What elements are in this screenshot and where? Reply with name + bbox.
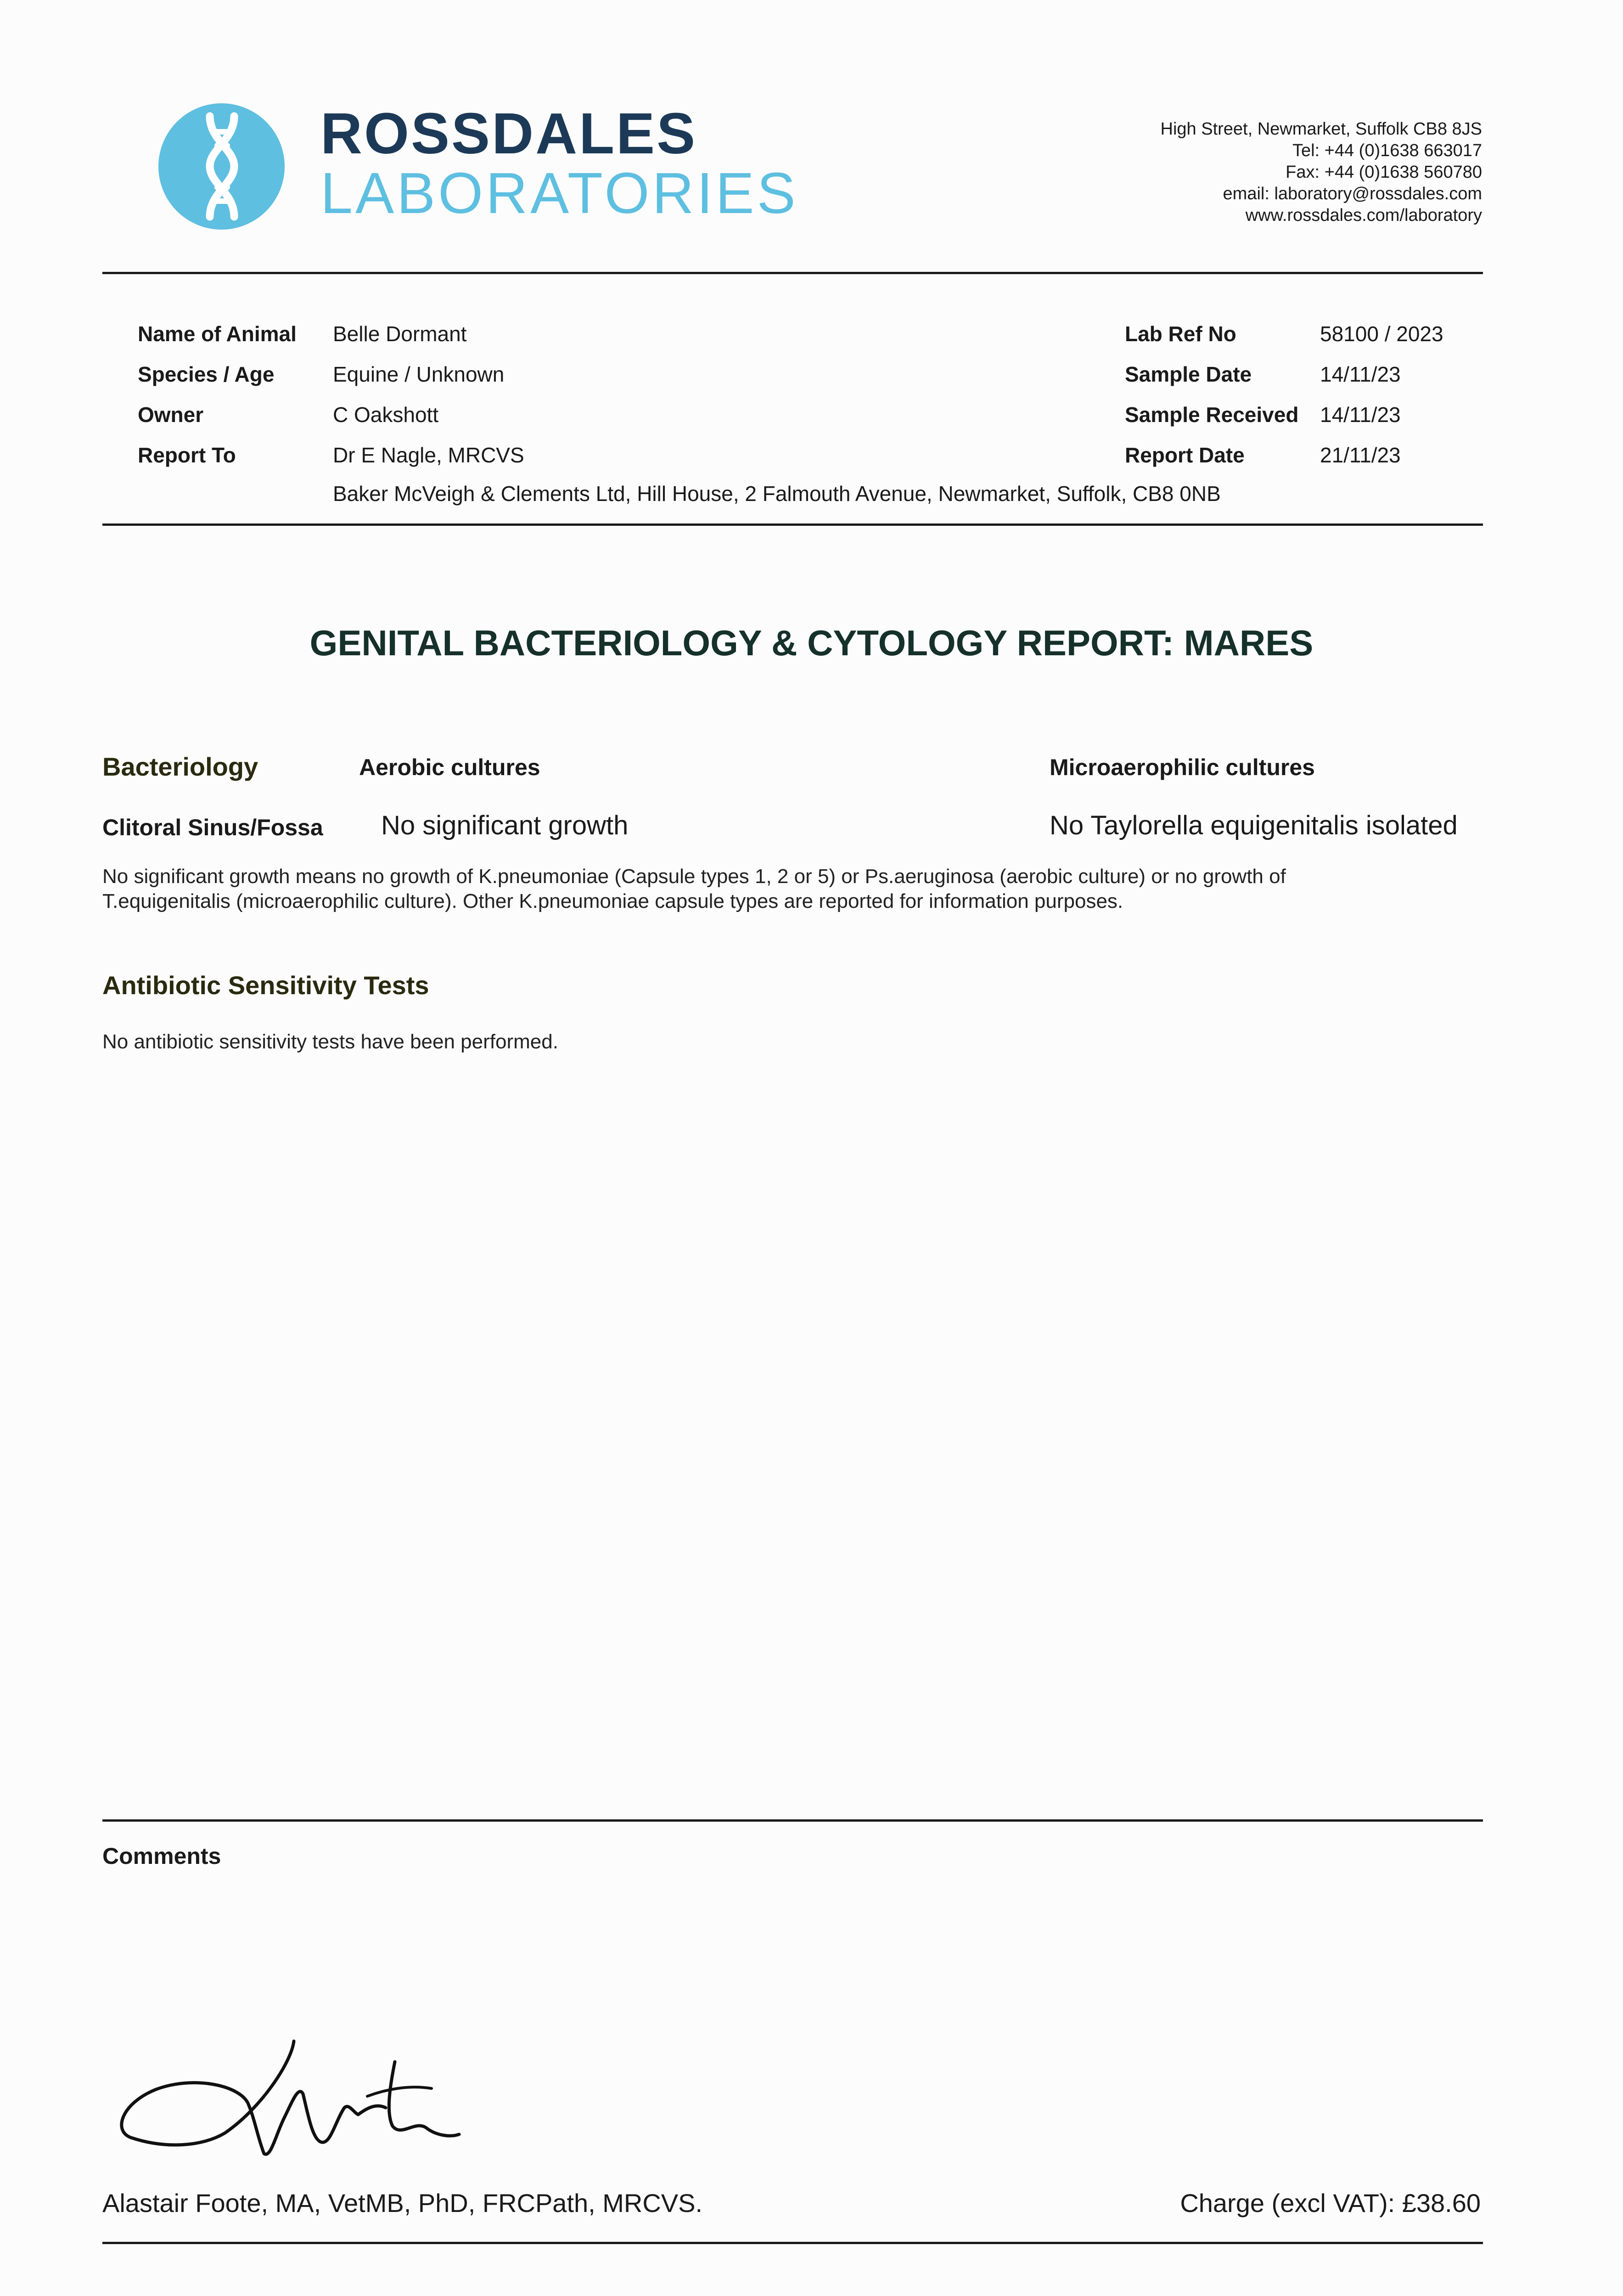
brand-name-line1: ROSSDALES <box>320 101 697 166</box>
details-divider <box>102 523 1483 526</box>
report-to-address: Baker McVeigh & Clements Ltd, Hill House, 2 Falmouth Avenue, Newmarket, Suffolk, CB8 0NB <box>333 482 1221 506</box>
bacteriology-note-line1: No significant growth means no growth of K.pneumoniae (Capsule types 1, 2 or 5) or Ps.aeruginosa (aerobic culture) or no growth of <box>102 865 1286 888</box>
lab-ref-label: Lab Ref No <box>1125 322 1236 346</box>
report-date-value: 21/11/23 <box>1320 443 1401 467</box>
microaerophilic-heading: Microaerophilic cultures <box>1050 754 1315 780</box>
charge-amount: Charge (excl VAT): £38.60 <box>1180 2189 1481 2217</box>
lab-ref-value: 58100 / 2023 <box>1320 322 1443 346</box>
microaerophilic-result: No Taylorella equigenitalis isolated <box>1050 810 1458 840</box>
bacteriology-note <box>102 864 1480 914</box>
sample-date-value: 14/11/23 <box>1320 362 1401 386</box>
sample-date-label: Sample Date <box>1125 362 1252 386</box>
antibiotic-text: No antibiotic sensitivity tests have been performed. <box>102 1030 558 1053</box>
aerobic-heading: Aerobic cultures <box>359 754 540 780</box>
signature-image <box>110 2034 468 2163</box>
signatory-name: Alastair Foote, MA, VetMB, PhD, FRCPath, MRCVS. <box>102 2189 703 2217</box>
report-date-label: Report Date <box>1125 443 1245 467</box>
comments-heading: Comments <box>102 1843 221 1869</box>
comments-divider <box>102 1819 1483 1822</box>
contact-address: High Street, Newmarket, Suffolk CB8 8JS <box>1160 119 1482 139</box>
report-to-label: Report To <box>138 443 236 467</box>
contact-tel: Tel: +44 (0)1638 663017 <box>1292 141 1482 160</box>
contact-fax: Fax: +44 (0)1638 560780 <box>1286 163 1482 182</box>
bacteriology-heading: Bacteriology <box>102 752 258 781</box>
name-label: Name of Animal <box>138 322 297 346</box>
report-to-value: Dr E Nagle, MRCVS <box>333 443 524 467</box>
contact-web: www.rossdales.com/laboratory <box>1245 206 1482 225</box>
name-value: Belle Dormant <box>333 322 467 346</box>
owner-value: C Oakshott <box>333 403 439 427</box>
header-divider <box>102 272 1483 274</box>
dna-helix-icon <box>158 103 285 230</box>
contact-block <box>1069 118 1482 226</box>
contact-email: email: laboratory@rossdales.com <box>1223 184 1482 203</box>
owner-label: Owner <box>138 403 204 427</box>
report-title: GENITAL BACTERIOLOGY & CYTOLOGY REPORT: MARES <box>309 623 1314 663</box>
species-value: Equine / Unknown <box>333 362 505 386</box>
species-label: Species / Age <box>138 362 275 386</box>
antibiotic-heading: Antibiotic Sensitivity Tests <box>102 971 429 1000</box>
footer-divider <box>102 2242 1483 2244</box>
aerobic-result: No significant growth <box>381 810 629 840</box>
brand-name-line2: LABORATORIES <box>320 161 798 225</box>
sample-received-label: Sample Received <box>1125 403 1299 427</box>
bacteriology-note-line2: T.equigenitalis (microaerophilic culture). Other K.pneumoniae capsule types are reported for information purposes. <box>102 890 1123 912</box>
sample-site-label: Clitoral Sinus/Fossa <box>102 815 323 840</box>
sample-received-value: 14/11/23 <box>1320 403 1401 427</box>
